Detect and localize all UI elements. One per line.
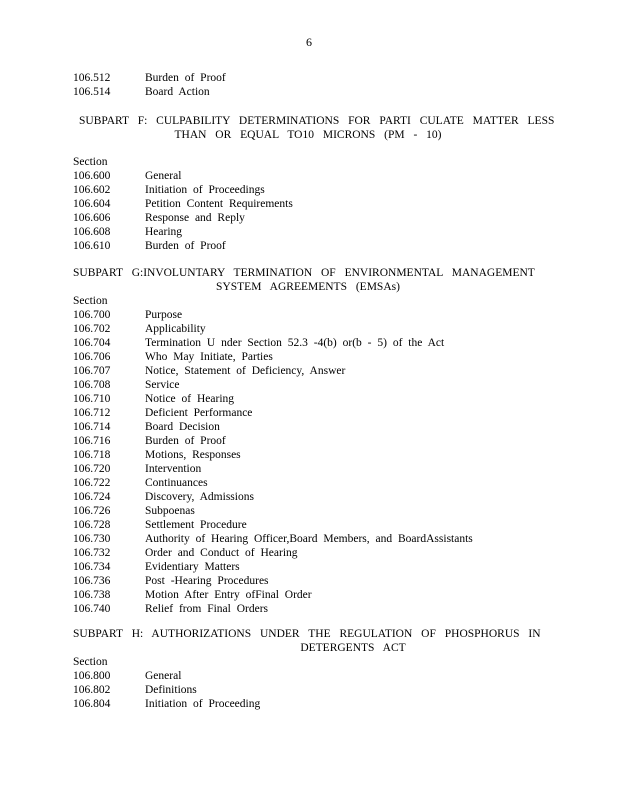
section-number: 106.700 [73, 309, 111, 321]
subpart-h-heading-line1: SUBPART H: AUTHORIZATIONS UNDER THE REGULATION OF PHOSPHORUS IN [73, 628, 541, 640]
section-title: Motion After Entry ofFinal Order [145, 589, 312, 601]
section-number: 106.708 [73, 379, 111, 391]
section-number: 106.606 [73, 212, 111, 224]
list-item [73, 560, 473, 574]
section-title: Evidentiary Matters [145, 561, 240, 573]
section-number: 106.722 [73, 477, 111, 489]
list-item [73, 434, 473, 448]
section-list-subpart-h [73, 655, 260, 711]
section-number: 106.730 [73, 533, 111, 545]
section-title: Purpose [145, 309, 183, 321]
list-item [73, 322, 473, 336]
section-number: 106.802 [73, 684, 111, 696]
list-item [73, 239, 293, 253]
section-title: Board Decision [145, 421, 220, 433]
section-number: 106.804 [73, 698, 111, 710]
list-item [73, 574, 473, 588]
section-number: 106.600 [73, 170, 111, 182]
section-title: Burden of Proof [145, 240, 226, 252]
section-number: 106.712 [73, 407, 111, 419]
subpart-f-heading [73, 114, 555, 142]
section-title: Settlement Procedure [145, 519, 247, 531]
list-item [73, 392, 473, 406]
section-title: Post -Hearing Procedures [145, 575, 269, 587]
list-item [73, 71, 226, 85]
section-title: Termination U nder Section 52.3 -4(b) or(b - 5) of the Act [145, 337, 445, 349]
section-title: Motions, Responses [145, 449, 241, 461]
section-number: 106.720 [73, 463, 111, 475]
section-number: 106.706 [73, 351, 111, 363]
section-number: 106.714 [73, 421, 111, 433]
subpart-g-heading [73, 266, 543, 294]
section-title: Discovery, Admissions [145, 491, 254, 503]
section-title: Continuances [145, 477, 208, 489]
section-title: Response and Reply [145, 212, 245, 224]
section-number: 106.710 [73, 393, 111, 405]
section-label: Section [73, 656, 108, 668]
section-number: 106.736 [73, 575, 111, 587]
list-item [73, 448, 473, 462]
list-item [73, 350, 473, 364]
section-number: 106.512 [73, 72, 111, 84]
section-number: 106.724 [73, 491, 111, 503]
section-title: Deficient Performance [145, 407, 253, 419]
subpart-f-heading-line2: THAN OR EQUAL TO10 MICRONS (PM - 10) [174, 129, 442, 141]
list-item [73, 378, 473, 392]
section-number: 106.707 [73, 365, 111, 377]
subpart-h-heading-line2: DETERGENTS ACT [300, 642, 406, 654]
list-item [73, 197, 293, 211]
section-title: General [145, 170, 182, 182]
list-item [73, 602, 473, 616]
section-title: Authority of Hearing Officer,Board Members, and BoardAssistants [145, 533, 473, 545]
section-title: Subpoenas [145, 505, 195, 517]
list-item [73, 476, 473, 490]
section-number: 106.604 [73, 198, 111, 210]
list-item [73, 669, 260, 683]
section-title: Initiation of Proceeding [145, 698, 261, 710]
list-item [73, 697, 260, 711]
section-title: Petition Content Requirements [145, 198, 293, 210]
section-number: 106.704 [73, 337, 111, 349]
list-item [73, 420, 473, 434]
list-item [73, 211, 293, 225]
section-title: Definitions [145, 684, 197, 696]
list-item [73, 183, 293, 197]
section-title: Burden of Proof [145, 435, 226, 447]
section-number: 106.734 [73, 561, 111, 573]
list-item [73, 588, 473, 602]
list-item [73, 406, 473, 420]
page-number: 6 [306, 35, 312, 49]
list-item [73, 336, 473, 350]
list-item [73, 504, 473, 518]
section-list-subpart-f [73, 155, 293, 253]
section-title: General [145, 670, 182, 682]
section-title: Applicability [145, 323, 206, 335]
list-item [73, 85, 226, 99]
subpart-f-heading-line1: SUBPART F: CULPABILITY DETERMINATIONS FOR PARTI CULATE MATTER LESS [79, 115, 555, 127]
section-title: Relief from Final Orders [145, 603, 269, 615]
list-item [73, 364, 473, 378]
section-title: Who May Initiate, Parties [145, 351, 273, 363]
section-number: 106.702 [73, 323, 111, 335]
section-title: Service [145, 379, 180, 391]
section-number: 106.608 [73, 226, 111, 238]
list-item [73, 532, 473, 546]
section-number: 106.716 [73, 435, 111, 447]
list-item [73, 490, 473, 504]
subpart-g-heading-line1: SUBPART G:INVOLUNTARY TERMINATION OF ENVIRONMENTAL MANAGEMENT [73, 267, 535, 279]
section-label: Section [73, 295, 108, 307]
section-title: Burden of Proof [145, 72, 226, 84]
subpart-g-heading-line2: SYSTEM AGREEMENTS (EMSAs) [216, 281, 400, 293]
section-list-subpart-e-tail [73, 71, 226, 99]
section-number: 106.726 [73, 505, 111, 517]
section-title: Order and Conduct of Hearing [145, 547, 298, 559]
section-number: 106.732 [73, 547, 111, 559]
section-title: Intervention [145, 463, 202, 475]
section-number: 106.610 [73, 240, 111, 252]
list-item [73, 462, 473, 476]
list-item [73, 308, 473, 322]
list-item [73, 518, 473, 532]
section-label: Section [73, 156, 108, 168]
section-number: 106.738 [73, 589, 111, 601]
list-item [73, 225, 293, 239]
section-title: Notice, Statement of Deficiency, Answer [145, 365, 346, 377]
section-title: Notice of Hearing [145, 393, 235, 405]
section-number: 106.718 [73, 449, 111, 461]
section-list-subpart-g [73, 294, 473, 616]
list-item [73, 546, 473, 560]
section-title: Board Action [145, 86, 210, 98]
list-item [73, 683, 260, 697]
section-title: Hearing [145, 226, 183, 238]
section-number: 106.740 [73, 603, 111, 615]
section-title: Initiation of Proceedings [145, 184, 265, 196]
section-number: 106.602 [73, 184, 111, 196]
subpart-h-heading [73, 627, 543, 655]
list-item [73, 169, 293, 183]
section-number: 106.800 [73, 670, 111, 682]
section-number: 106.728 [73, 519, 111, 531]
section-number: 106.514 [73, 86, 111, 98]
